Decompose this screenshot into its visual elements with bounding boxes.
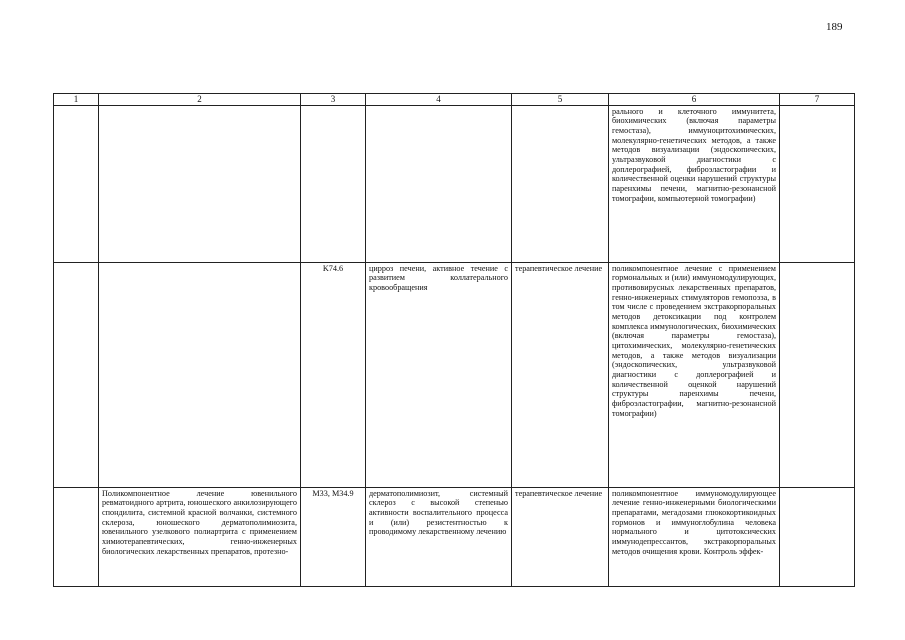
cell-patient-model <box>366 105 512 262</box>
page-number: 189 <box>826 21 843 33</box>
cell-icd-code: K74.6 <box>301 262 366 487</box>
cell-treatment-kind <box>512 105 609 262</box>
cell-treatment-kind: терапевтическое лечение <box>512 487 609 586</box>
cell-treatment-type <box>99 105 301 262</box>
column-header: 2 <box>99 94 301 106</box>
cell-treatment-method: рального и клеточного иммунитета, биохимических (включая параметры гемостаза), иммуноцитохимических, молекулярно-генетических методов, а также методов визуализации (эндоскопических, ультразвуковой диагностики с доплерографией, фиброэластографии и количественной оценки нарушений структуры паренхимы печени, магнитно-резонансной томографии, компьютерной томографии) <box>609 105 780 262</box>
cell-treatment-method: поликомпонентное лечение с применением гормональных и (или) иммуномодулирующих, противовирусных лекарственных препаратов, генно-инженерных стимуляторов гемопоэза, в том числе с проведением экстракорпоральных методов детоксикации под контролем комплекса иммунологических, биохимических (включая параметры гемостаза), цитохимических, молекулярно-генетических методов, а также методов визуализации (эндоскопических, ультразвуковой диагностики с доплерографией и количественной оценкой нарушений структуры паренхимы печени, фиброэластографии, магнитно-резонансной томографии) <box>609 262 780 487</box>
cell-cost <box>780 262 855 487</box>
table-row <box>54 487 855 586</box>
column-header: 4 <box>366 94 512 106</box>
cell-patient-model: дерматополимиозит, системный склероз с высокой степенью активности воспалительного процесса и (или) резистентностью к проводимому лекарственному лечению <box>366 487 512 586</box>
cell-patient-model: цирроз печени, активное течение с развитием коллатерального кровообращения <box>366 262 512 487</box>
cell-icd-code: M33, M34.9 <box>301 487 366 586</box>
table-row <box>54 105 855 262</box>
cell-treatment-method: поликомпонентное иммуномодулирующее лечение генно-инженерными биологическими препаратами, мегадозами глюкокортикоидных гормонов и иммуноглобулина человека нормального и цитотоксических иммунодепрессантов, экстракорпоральных методов очищения крови. Контроль эффек- <box>609 487 780 586</box>
cell-number <box>54 487 99 586</box>
column-header: 7 <box>780 94 855 106</box>
column-number-row <box>54 94 855 106</box>
table-row <box>54 262 855 487</box>
cell-treatment-kind: терапевтическое лечение <box>512 262 609 487</box>
column-header: 5 <box>512 94 609 106</box>
column-header: 6 <box>609 94 780 106</box>
cell-icd-code <box>301 105 366 262</box>
cell-cost <box>780 105 855 262</box>
column-header: 3 <box>301 94 366 106</box>
cell-treatment-type <box>99 262 301 487</box>
column-header: 1 <box>54 94 99 106</box>
medical-care-table <box>53 93 855 587</box>
cell-treatment-type: Поликомпонентное лечение ювенильного ревматоидного артрита, юношеского анкилозирующего спондилита, системной красной волчанки, системного склероза, юношеского дерматополимиозита, ювенильного узелкового полиартрита с применением химиотерапевтических, генно-инженерных биологических лекарственных препаратов, протезно- <box>99 487 301 586</box>
cell-number <box>54 262 99 487</box>
cell-number <box>54 105 99 262</box>
cell-cost <box>780 487 855 586</box>
